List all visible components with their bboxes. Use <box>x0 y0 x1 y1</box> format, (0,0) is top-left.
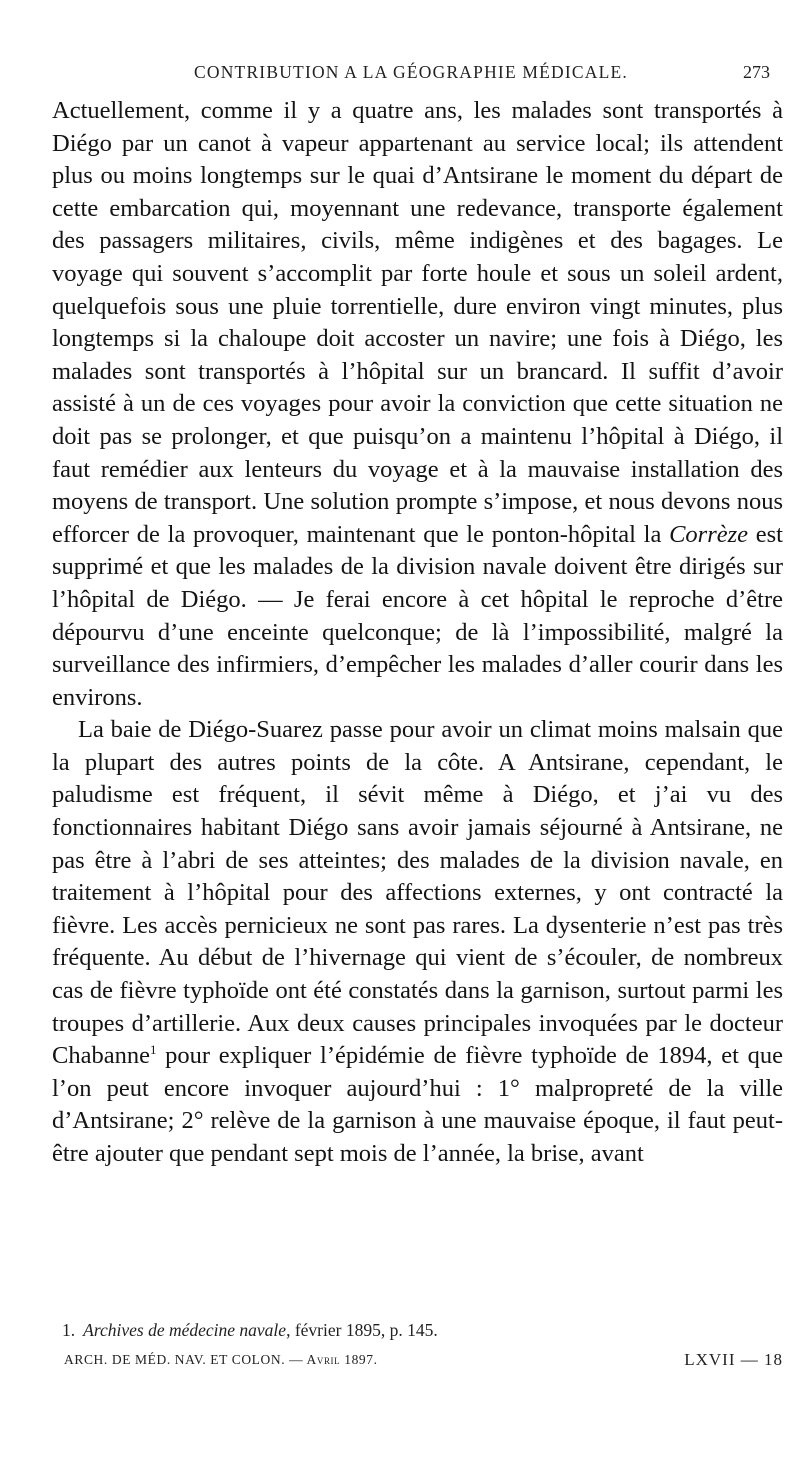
running-header <box>52 62 770 92</box>
paragraph-1-part-1: Actuellement, comme il y a quatre ans, les malades sont transportés à Diégo par un canot à vapeur appartenant au service local; ils attendent plus ou moins longtemps sur le quai d’Antsirane le moment du départ de cette embarcation qui, moyennant une redevance, transporte également des passagers militaires, civils, même indigènes et des bagages. Le voyage qui souvent s’accomplit par forte houle et sous un soleil ardent, quelquefois sous une pluie torrentielle, dure environ vingt minutes, plus longtemps si la chaloupe doit accoster un navire; une fois à Diégo, les malades sont transportés à l’hôpital sur un brancard. Il suffit d’avoir assisté à un de ces voyages pour avoir la conviction que cette situation ne doit pas se prolonger, et que puisqu’on a maintenu l’hôpital à Diégo, il faut remédier aux lenteurs du voyage et à la mauvaise installation des moyens de transport. Une solution prompte s’impose, et nous devons nous efforcer de la provoquer, maintenant que le ponton-hôpital la <box>52 97 783 548</box>
journal-line: ARCH. DE MÉD. NAV. ET COLON. — Avril 1897. <box>64 1352 378 1367</box>
main-text <box>52 95 783 1171</box>
running-title: CONTRIBUTION A LA GÉOGRAPHIE MÉDICALE. <box>194 62 628 82</box>
footnote-number: 1. <box>62 1320 76 1340</box>
paragraph-2-part-2: pour expliquer l’épidémie de fièvre typhoïde de 1894, et que l’on peut encore invoquer aujourd’hui : 1° malpropreté de la ville d’Antsirane; 2° relève de la garnison à une mauvaise époque, il faut peut-être ajouter que pendant sept mois de l’année, la brise, avant <box>52 1042 783 1167</box>
footnote-reference: 1 <box>149 1042 157 1058</box>
footnote <box>52 1318 783 1342</box>
page-number: 273 <box>743 62 770 82</box>
ship-name-italic: Corrèze <box>669 520 749 548</box>
paragraph-1 <box>52 95 783 714</box>
footnote-source: Archives de médecine navale <box>83 1320 287 1340</box>
paragraph-2 <box>52 714 783 1170</box>
footnote-details: , février 1895, p. 145. <box>286 1320 438 1340</box>
paragraph-2-part-1: La baie de Diégo-Suarez passe pour avoir un climat moins malsain que la plupart des autres points de la côte. A Antsirane, cependant, le paludisme est fréquent, il sévit même à Diégo, et j’ai vu des fonctionnaires habitant Diégo sans avoir jamais séjourné à Antsirane, ne pas être à l’abri de ses atteintes; des malades de la division navale, en traitement à l’hôpital pour des affections externes, y ont contracté la fièvre. Les accès pernicieux ne sont pas rares. La dysenterie n’est pas très fréquente. Au début de l’hivernage qui vient de s’écouler, de nombreux cas de fièvre typhoïde ont été constatés dans la garnison, surtout parmi les troupes d’artillerie. Aux deux causes principales invoquées par le docteur Chabanne <box>52 716 783 1070</box>
paragraph-1-part-2: est supprimé et que les malades de la division navale doivent être dirigés sur l’hôpital de Diégo. — Je ferai encore à cet hôpital le reproche d’être dépourvu d’une enceinte quelconque; de là l’impossibilité, malgré la surveillance des infirmiers, d’empêcher les malades d’aller courir dans les environs. <box>52 520 783 711</box>
signature-mark: LXVII — 18 <box>684 1350 783 1369</box>
